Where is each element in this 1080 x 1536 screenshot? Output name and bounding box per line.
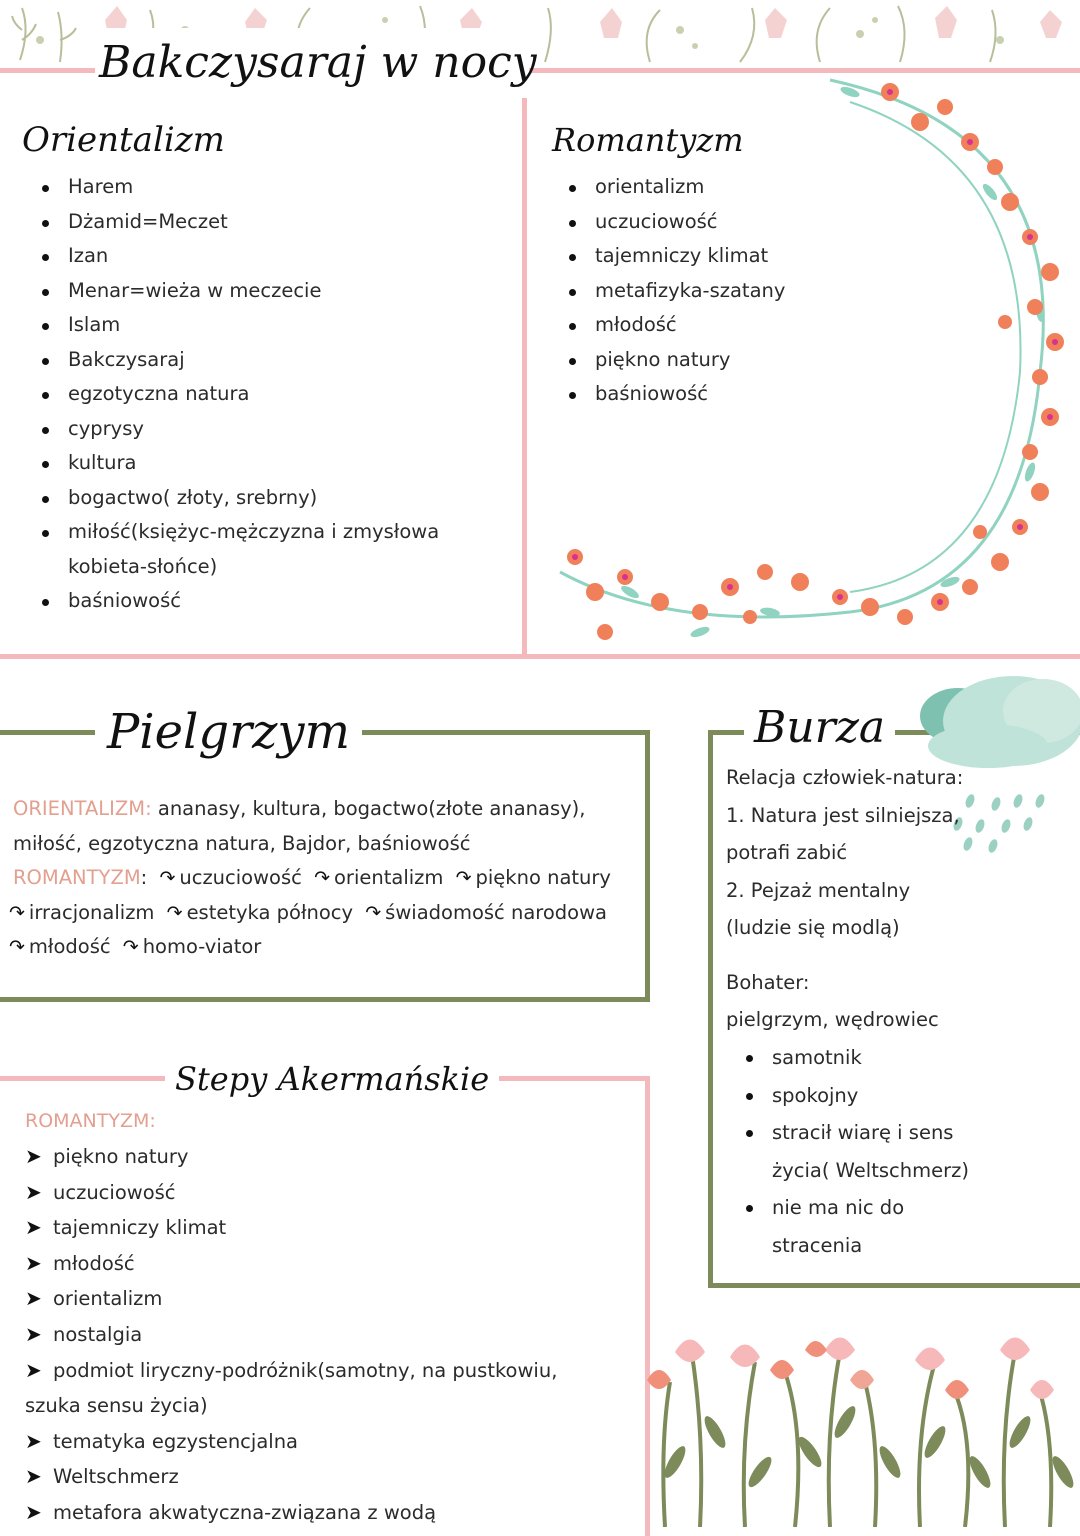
burza-list — [724, 1039, 1024, 1264]
list-item: Dżamid=Meczet — [20, 205, 500, 240]
page-title: Bakczysaraj w nocy — [95, 28, 529, 98]
list-item: uczuciowość — [547, 205, 867, 240]
list-item: Islam — [20, 308, 500, 343]
bullet-arrow-icon: ➤ — [25, 1286, 42, 1311]
pielgrzym-orient-line-2: miłość, egzotyczna natura, Bajdor, baśniowość — [13, 832, 471, 855]
romant-item: piękno natury — [475, 866, 611, 889]
romant-item: młodość — [28, 935, 111, 958]
list-item — [25, 1424, 595, 1460]
item-text: nostalgia — [53, 1322, 143, 1346]
item-text: uczuciowość — [53, 1180, 176, 1204]
list-item — [25, 1459, 595, 1495]
list-item: miłość(księżyc-mężczyzna i zmysłowa kobieta-słońce) — [20, 515, 468, 584]
list-item: metafizyka-szatany — [547, 274, 867, 309]
burza-bohater-text: pielgrzym, wędrowiec — [726, 1008, 939, 1031]
romant-item: uczuciowość — [179, 866, 302, 889]
romantyzm-label: ROMANTYZM — [13, 866, 141, 889]
bullet-arrow-icon: ➤ — [25, 1357, 42, 1382]
list-item: bogactwo( złoty, srebrny) — [20, 481, 500, 516]
bullet-arrow-icon: ➤ — [25, 1215, 42, 1240]
list-item — [25, 1210, 595, 1246]
item-text: metafora akwatyczna-związana z wodą — [53, 1500, 437, 1524]
pielgrzym-orient-line-1 — [13, 792, 586, 827]
list-item: tajemniczy klimat — [547, 239, 867, 274]
curved-arrow-icon: ↷ — [166, 902, 183, 924]
curved-arrow-icon: ↷ — [159, 867, 176, 889]
curved-arrow-icon: ↷ — [455, 867, 472, 889]
list-item: samotnik — [724, 1039, 1024, 1077]
list-item: baśniowość — [20, 584, 500, 619]
orient-text: ananasy, kultura, bogactwo(złote ananasy), — [157, 797, 586, 820]
item-text: Weltschmerz — [53, 1465, 179, 1489]
item-text: tematyka egzystencjalna — [53, 1429, 298, 1453]
list-item: kultura — [20, 446, 500, 481]
list-item: piękno natury — [547, 343, 867, 378]
romant-item: irracjonalizm — [28, 901, 155, 924]
bullet-arrow-icon: ➤ — [25, 1428, 42, 1453]
list-item: młodość — [547, 308, 867, 343]
curved-arrow-icon: ↷ — [314, 867, 330, 889]
list-item — [25, 1317, 595, 1353]
list-item: Menar=wieża w meczecie — [20, 274, 500, 309]
list-item: Bakczysaraj — [20, 343, 500, 378]
list-item: orientalizm — [547, 170, 867, 205]
list-item: cyprysy — [20, 412, 500, 447]
bullet-arrow-icon: ➤ — [25, 1464, 42, 1489]
burza-point-2a: 2. Pejzaż mentalny — [726, 879, 911, 902]
burza-heading: Burza — [744, 698, 895, 758]
romant-item: orientalizm — [334, 866, 444, 889]
burza-bohater-label: Bohater: — [726, 971, 810, 994]
list-item: Izan — [20, 239, 500, 274]
curved-arrow-icon: ↷ — [365, 902, 382, 924]
list-item — [25, 1495, 595, 1531]
curved-arrow-icon: ↷ — [9, 902, 25, 924]
burza-point-1b: potrafi zabić — [726, 841, 848, 864]
tulip-flowers-icon — [645, 1312, 1080, 1527]
burza-point-2b: (ludzie się modlą) — [726, 916, 900, 939]
romant-item: estetyka północy — [186, 901, 354, 924]
curved-arrow-icon: ↷ — [122, 936, 139, 958]
bullet-arrow-icon: ➤ — [25, 1144, 42, 1168]
item-text: piękno natury — [53, 1145, 189, 1168]
bullet-arrow-icon: ➤ — [25, 1179, 42, 1204]
curved-arrow-icon: ↷ — [9, 936, 25, 958]
list-item: stracił wiarę i sens życia( Weltschmerz) — [724, 1114, 1012, 1189]
romant-item: świadomość narodowa — [385, 901, 607, 924]
pielgrzym-romant-line-3 — [9, 930, 261, 965]
list-item: Harem — [20, 170, 500, 205]
list-item: spokojny — [724, 1077, 1024, 1115]
list-item: nie ma nic do stracenia — [724, 1189, 952, 1264]
burza-point-1a: 1. Natura jest silniejsza, — [726, 804, 960, 827]
burza-relacja: Relacja człowiek-natura: — [726, 766, 964, 789]
bullet-arrow-icon: ➤ — [25, 1499, 42, 1524]
orientalizm-label: ORIENTALIZM: — [13, 797, 152, 820]
romant-item: homo-viator — [142, 935, 262, 958]
list-item: egzotyczna natura — [20, 377, 500, 412]
orientalizm-heading: Orientalizm — [22, 120, 225, 160]
list-item — [25, 1246, 595, 1282]
item-text: podmiot liryczny-podróżnik(samotny, na pustkowiu, szuka sensu życia) — [25, 1358, 558, 1418]
list-item — [25, 1353, 595, 1424]
list-item — [25, 1139, 595, 1175]
pielgrzym-romant-line-2 — [9, 896, 607, 931]
flower-wreath-icon — [550, 72, 1070, 662]
orientalizm-list — [20, 170, 500, 619]
item-text: orientalizm — [53, 1287, 163, 1311]
colon: : — [140, 866, 148, 889]
list-item: baśniowość — [547, 377, 867, 412]
item-text: tajemniczy klimat — [53, 1216, 227, 1240]
pielgrzym-heading: Pielgrzym — [95, 700, 362, 764]
list-item — [25, 1175, 595, 1211]
stepy-heading: Stepy Akermańskie — [165, 1056, 499, 1102]
pielgrzym-romant-line-1 — [13, 861, 611, 896]
bullet-arrow-icon: ➤ — [25, 1321, 42, 1346]
list-item — [25, 1281, 595, 1317]
bullet-arrow-icon: ➤ — [25, 1250, 42, 1275]
item-text: młodość — [53, 1251, 135, 1275]
romantyzm-heading: Romantyzm — [552, 121, 744, 159]
stepy-list — [25, 1139, 595, 1531]
stepy-label: ROMANTYZM: — [25, 1110, 156, 1132]
